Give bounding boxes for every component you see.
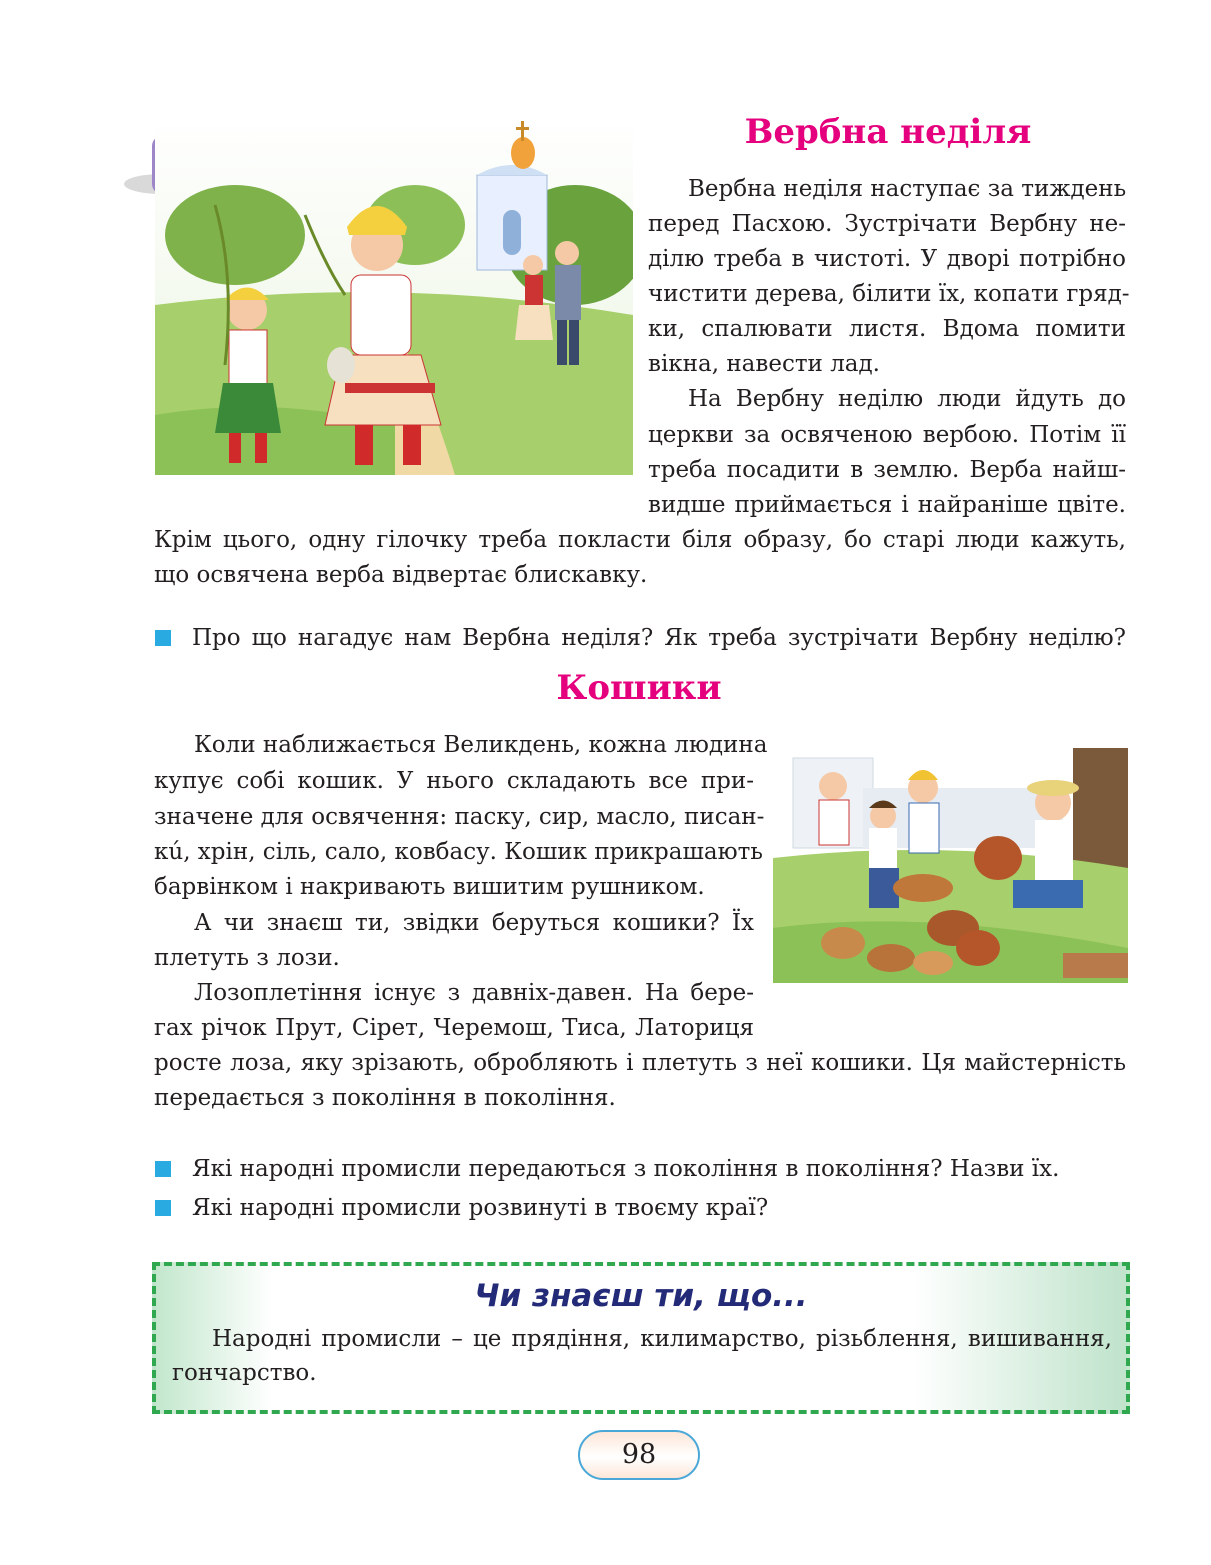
paragraph-line: Лозоплетіння існує з давніх-давен. На бере- (194, 980, 754, 1006)
paragraph-line: треба посадити в землю. Верба найш- (648, 457, 1126, 483)
page-number: 98 (578, 1430, 700, 1480)
info-box-line: гончарство. (172, 1360, 317, 1386)
section-title: Кошики (556, 668, 722, 708)
paragraph-line: передається з покоління в покоління. (154, 1085, 616, 1111)
palm-sunday-illustration (155, 115, 633, 475)
paragraph-line: ділю треба в чистоті. У дворі потрібно (648, 246, 1126, 272)
paragraph-line: купує собі кошик. У нього складають все при- (154, 768, 754, 794)
bullet-icon (155, 1200, 171, 1216)
bullet-icon (155, 630, 171, 646)
paragraph-line: плетуть з лози. (154, 945, 340, 971)
paragraph-line: видше приймається і найраніше цвіте. (648, 492, 1126, 518)
paragraph-line: На Вербну неділю люди йдуть до (688, 386, 1126, 412)
did-you-know-box (152, 1262, 1130, 1414)
bullet-icon (155, 1161, 171, 1177)
paragraph-line: росте лоза, яку зрізають, обробляють і плетуть з неї кошики. Ця майстерність (154, 1050, 1126, 1076)
paragraph-line: гах річок Прут, Сірет, Черемош, Тиса, Латориця (154, 1015, 754, 1041)
paragraph-line: Коли наближається Великдень, кожна людина (194, 732, 768, 758)
paragraph-line: ки, спалювати листя. Вдома помити (648, 316, 1126, 342)
paragraph-line: значене для освячення: паску, сир, масло, писан- (154, 804, 765, 830)
paragraph-line: Вербна неділя наступає за тиждень (688, 176, 1127, 202)
paragraph-line: що освячена верба відвертає блискавку. (154, 562, 648, 588)
info-box-line: Народні промисли – це прядіння, килимарство, різьблення, вишивання, (212, 1326, 1112, 1352)
paragraph-line: А чи знаєш ти, звідки беруться кошики? Їх (194, 910, 754, 936)
question-line: Які народні промисли розвинуті в твоєму краї? (192, 1195, 769, 1221)
question-line: Які народні промисли передаються з покоління в покоління? Назви їх. (192, 1156, 1060, 1182)
paragraph-line: перед Пасхою. Зустрічати Вербну не- (648, 211, 1126, 237)
paragraph-line: барвінком і накривають вишитим рушником. (154, 874, 705, 900)
basket-weaving-illustration (773, 748, 1128, 983)
paragraph-line: чистити дерева, білити їх, копати гряд- (648, 281, 1130, 307)
question-line: Про що нагадує нам Вербна неділя? Як треба зустрічати Вербну неділю? (192, 625, 1126, 651)
info-box-title: Чи знаєш ти, що... (474, 1278, 808, 1314)
paragraph-line: Крім цього, одну гілочку треба покласти біля образу, бо старі люди кажуть, (154, 527, 1126, 553)
paragraph-line: кú, хрін, сіль, сало, ковбасу. Кошик прикрашають (154, 839, 763, 865)
paragraph-line: вікна, навести лад. (648, 351, 880, 377)
paragraph-line: церкви за освяченою вербою. Потім її (648, 422, 1126, 448)
section-title: Вербна неділя (744, 112, 1032, 152)
